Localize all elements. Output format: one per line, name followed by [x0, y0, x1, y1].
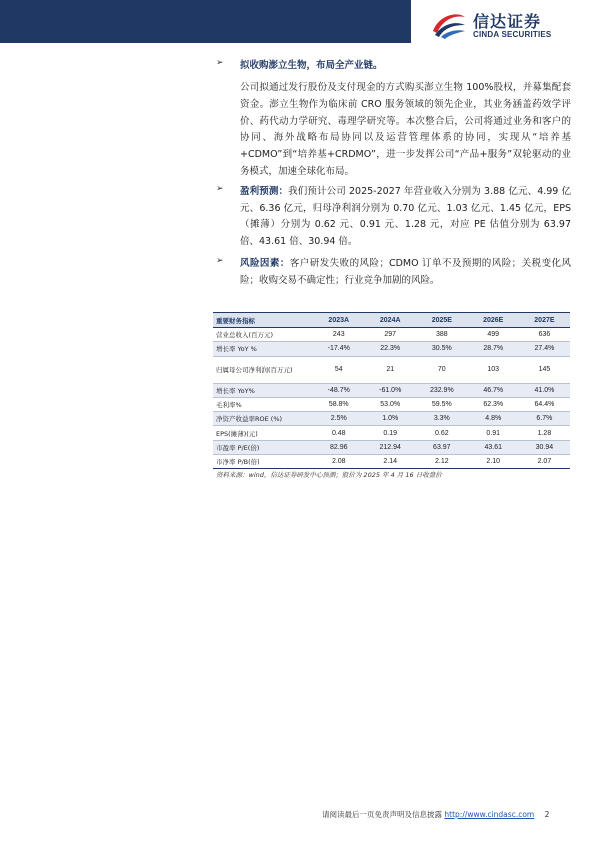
- cinda-logo-icon: [431, 9, 467, 39]
- row-value: 28.7%: [468, 342, 519, 356]
- row-value: 22.3%: [364, 342, 415, 356]
- bullet-body: 我们预计公司 2025-2027 年营业收入分别为 3.88 亿元、4.99 亿元、6.36 亿元，归母净利润分别为 0.70 亿元、1.03 亿元、1.45 亿元，EPS（摊薄）分别为 0.62 元、0.91 元、1.28 元，对应 PE 估值分别为 63.97 倍、43.61 倍、30.94 倍。: [240, 186, 571, 247]
- row-value: 212.94: [364, 440, 415, 454]
- row-value: 27.4%: [519, 342, 570, 356]
- row-label: 市盈率 P/E(倍): [213, 440, 313, 454]
- row-value: 636: [519, 328, 570, 342]
- row-label: 营业总收入(百万元): [213, 328, 313, 342]
- row-value: 2.07: [519, 455, 570, 469]
- table-row: [213, 426, 570, 440]
- row-value: 62.3%: [468, 397, 519, 411]
- row-value: 46.7%: [468, 383, 519, 397]
- footer-disclaimer: 请阅读最后一页免责声明及信息披露: [322, 810, 442, 819]
- bullet-body: 客户研发失败的风险；CDMO 订单不及预期的风险；关税变化风险；收购交易不确定性；行业竞争加剧的风险。: [240, 258, 571, 286]
- page-number: 2: [544, 810, 550, 819]
- bullet-arrow-icon: ➢: [216, 184, 224, 194]
- bullet-arrow-icon: ➢: [216, 58, 224, 68]
- page-footer: [322, 809, 549, 820]
- row-value: 388: [416, 328, 468, 342]
- table-header-label: 重要财务指标: [213, 313, 313, 328]
- row-value: -61.0%: [364, 383, 415, 397]
- row-value: 3.3%: [416, 412, 468, 426]
- table-body: [213, 328, 570, 469]
- financial-table: [213, 312, 570, 469]
- bullet-acquisition: [216, 58, 571, 75]
- table-row: [213, 383, 570, 397]
- bullet-forecast: [216, 184, 571, 250]
- bullet-arrow-icon: ➢: [216, 256, 224, 266]
- row-value: 0.19: [364, 426, 415, 440]
- row-value: 232.9%: [416, 383, 468, 397]
- table-header-year: 2025E: [416, 313, 468, 328]
- row-value: 0.62: [416, 426, 468, 440]
- row-value: 70: [416, 356, 468, 383]
- row-value: 297: [364, 328, 415, 342]
- row-label: 毛利率%: [213, 397, 313, 411]
- table-row: [213, 356, 570, 383]
- row-value: 4.8%: [468, 412, 519, 426]
- row-value: 103: [468, 356, 519, 383]
- row-value: 59.5%: [416, 397, 468, 411]
- row-value: 2.08: [313, 455, 364, 469]
- table-row: [213, 328, 570, 342]
- row-value: 1.28: [519, 426, 570, 440]
- row-value: 30.94: [519, 440, 570, 454]
- row-label: 归属母公司净利润(百万元): [213, 356, 313, 383]
- row-value: 2.14: [364, 455, 415, 469]
- table-row: [213, 455, 570, 469]
- row-value: 64.4%: [519, 397, 570, 411]
- brand-name-cn: 信达证券: [473, 12, 542, 31]
- row-value: -17.4%: [313, 342, 364, 356]
- row-value: 53.0%: [364, 397, 415, 411]
- table-header-year: 2023A: [313, 313, 364, 328]
- row-value: 145: [519, 356, 570, 383]
- table-row: [213, 397, 570, 411]
- row-value: 2.12: [416, 455, 468, 469]
- row-value: 6.7%: [519, 412, 570, 426]
- row-value: 499: [468, 328, 519, 342]
- row-value: 2.5%: [313, 412, 364, 426]
- row-value: 0.48: [313, 426, 364, 440]
- table-header-year: 2026E: [468, 313, 519, 328]
- row-value: 43.61: [468, 440, 519, 454]
- acquisition-paragraph: 公司拟通过发行股份及支付现金的方式购买澎立生物 100%股权，并募集配套资金。澎立生物作为临床前 CRO 服务领域的领先企业，其业务涵盖药效学评价、药代动力学研究、毒理学研究等。本次整合后，公司将通过业务和客户的协同、海外战略布局协同以及运营管理体系的协同，实现从“培养基+CDMO”到“培养基+CRDMO”，进一步发挥公司“产品+服务”双轮驱动的业务模式，加速全球化布局。: [240, 82, 571, 177]
- bullet-title: 盈利预测：: [240, 186, 289, 197]
- row-label: EPS(摊薄)(元): [213, 426, 313, 440]
- header-bar: [0, 0, 411, 43]
- source-note: 资料来源：wind，信达证券研发中心预测；股价为 2025 年 4 月 16 日收盘价: [216, 471, 442, 479]
- table-header-row: [213, 313, 570, 328]
- row-value: 21: [364, 356, 415, 383]
- table-row: [213, 440, 570, 454]
- row-value: 82.96: [313, 440, 364, 454]
- table-row: [213, 342, 570, 356]
- row-value: 2.10: [468, 455, 519, 469]
- row-value: 0.91: [468, 426, 519, 440]
- table-header-year: 2024A: [364, 313, 415, 328]
- bullet-title: 拟收购澎立生物，布局全产业链。: [240, 60, 383, 71]
- row-value: 41.0%: [519, 383, 570, 397]
- bullet-title: 风险因素：: [240, 258, 290, 269]
- row-value: -48.7%: [313, 383, 364, 397]
- row-label: 净资产收益率ROE (%): [213, 412, 313, 426]
- bullet-risk: [216, 256, 571, 289]
- table-header-year: 2027E: [519, 313, 570, 328]
- row-value: 63.97: [416, 440, 468, 454]
- row-label: 增长率 YoY %: [213, 342, 313, 356]
- row-value: 54: [313, 356, 364, 383]
- row-value: 1.0%: [364, 412, 415, 426]
- brand-logo: [431, 9, 581, 43]
- footer-url-link[interactable]: http://www.cindasc.com: [444, 810, 535, 819]
- row-label: 增长率 YoY%: [213, 383, 313, 397]
- table-row: [213, 412, 570, 426]
- row-label: 市净率 P/B(倍): [213, 455, 313, 469]
- row-value: 30.5%: [416, 342, 468, 356]
- row-value: 58.8%: [313, 397, 364, 411]
- row-value: 243: [313, 328, 364, 342]
- brand-name-en: CINDA SECURITIES: [473, 30, 552, 39]
